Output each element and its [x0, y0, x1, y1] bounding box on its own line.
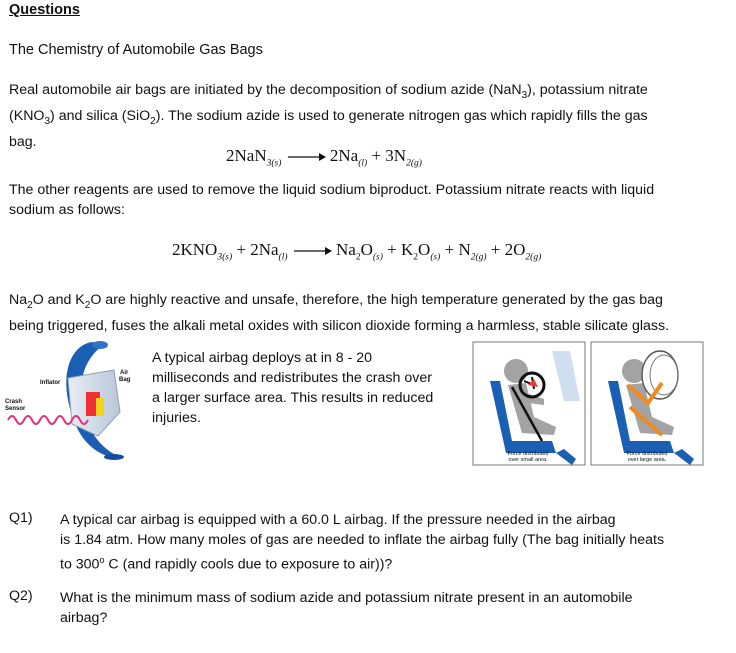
- right-panel-caption-1: Force distributed: [626, 451, 668, 457]
- oxides-paragraph: $Na_2O$ and $K_2O$ are highly reactive and unsafe, therefore, the high temperature generated by the gas bag being triggered, fuses the alkali metal oxides with silicon dioxide forming a harmless, stable silicate glass.: [9, 292, 670, 334]
- airbag-label-2: Bag: [119, 377, 131, 383]
- equation-azide-decomposition: 2NaN$_{3(s)}$ $2Na_{(l)} + 3N_{2(g)}$: [226, 146, 422, 169]
- section-heading: Questions: [9, 2, 80, 18]
- steering-wheel-diagram: [2, 340, 142, 460]
- intro-paragraph: Real automobile air bags are initiated by the decomposition of sodium azide (NaN$_3$), potassium nitrate $(KNO_3)$ and silica (SiO$_2$). The sodium azide is used to generate nitrogen gas which rapidly fills the gas bag.: [9, 82, 648, 150]
- right-panel-caption-2: over large area.: [627, 457, 667, 463]
- question-1-label: Q1): [9, 510, 33, 526]
- force-distribution-figure: [472, 341, 704, 466]
- reaction-arrow-icon: [286, 151, 326, 163]
- seat-comparison-diagram: [472, 341, 704, 466]
- airbag-label-1: Air: [120, 370, 129, 376]
- crash-sensor-label-2: Sensor: [5, 406, 26, 412]
- question-1-text: A typical car airbag is equipped with a 60.0 L airbag. If the pressure needed in the airbag is 1.84 atm. How many moles of gas are needed to inflate the airbag fully (The bag initially heats to 300$^o$ C (and rapidly cools due to exposure to air))?: [60, 512, 665, 573]
- equation-nitrate-reaction: $2KNO_{3(s)} + 2Na_{(l)}$ $Na_2O_{(s)} + K_2O_{(s)} + N_{2(g)} + 2O_{2(g)}$: [172, 240, 542, 263]
- reagents-paragraph: The other reagents are used to remove the liquid sodium biproduct. Potassium nitrate reacts with liquid sodium as follows:: [9, 182, 655, 218]
- left-panel-caption-2: over small area.: [508, 457, 548, 463]
- document-title: The Chemistry of Automobile Gas Bags: [9, 42, 263, 58]
- question-2-text: What is the minimum mass of sodium azide and potassium nitrate present in an automobile airbag?: [60, 590, 633, 626]
- airbag-module-figure: [2, 340, 142, 460]
- airbag-caption: A typical airbag deploys at in 8 - 20 milliseconds and redistributes the crash over a larger surface area. This results in reduced injuries.: [152, 350, 434, 426]
- inflator-label: Inflator: [40, 380, 61, 386]
- reaction-arrow-icon: [292, 245, 332, 257]
- left-panel-caption-1: Force distributed: [507, 451, 549, 457]
- question-2-label: Q2): [9, 588, 33, 604]
- crash-sensor-label-1: Crash: [5, 399, 23, 405]
